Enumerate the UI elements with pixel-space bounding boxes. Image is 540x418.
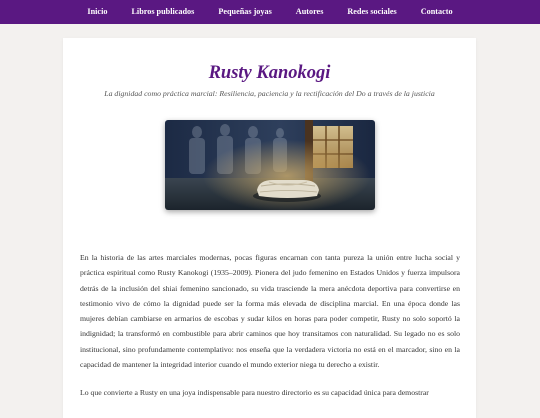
nav-link-redes-sociales[interactable]: Redes sociales <box>347 7 397 16</box>
article-paragraph: En la historia de las artes marciales modernas, pocas figuras encarnan con tanta pureza la unión entre lucha social y práctica espiritual como Rusty Kanokogi (1935–2009). Pionera del judo femenino en Estados Unidos y fuerza impulsora detrás de la inclusión del shiai femenino sancionado, su vida trasciende la mera anécdota deportiva para convertirse en testimonio vivo de cómo la dignidad puede ser la forma más elevada de disciplina marcial. En una época donde las mujeres debían cambiarse en armarios de escobas y sudar kilos en horas para poder competir, Rusty no solo soportó la indignidad; la transformó en combustible para abrir caminos que hoy transitamos con naturalidad. Su legado no es solo institucional, sino profundamente contemplativo: nos enseña que la verdadera victoria no está en el marcador, sino en la capacidad de mantener la integridad interior cuando el mundo exterior niega tu derecho a existir. <box>80 253 460 370</box>
top-navigation <box>0 0 540 24</box>
nav-link-pequenas-joyas[interactable]: Pequeñas joyas <box>218 7 272 16</box>
folded-gi <box>253 180 321 202</box>
nav-link-inicio[interactable]: Inicio <box>87 7 108 16</box>
hero-image <box>165 120 375 210</box>
nav-link-libros-publicados[interactable]: Libros publicados <box>131 7 195 16</box>
article-body <box>80 250 460 414</box>
article-card <box>63 38 476 418</box>
article-subtitle: La dignidad como práctica marcial: Resiliencia, paciencia y la rectificación del Do a través de la justicia <box>104 89 435 98</box>
nav-link-autores[interactable]: Autores <box>295 7 324 16</box>
dojo-illustration <box>165 120 375 210</box>
article-paragraph: Lo que convierte a Rusty en una joya indispensable para nuestro directorio es su capacidad única para demostrar <box>80 388 429 398</box>
article-title: Rusty Kanokogi <box>208 63 331 83</box>
nav-link-contacto[interactable]: Contacto <box>420 7 453 16</box>
